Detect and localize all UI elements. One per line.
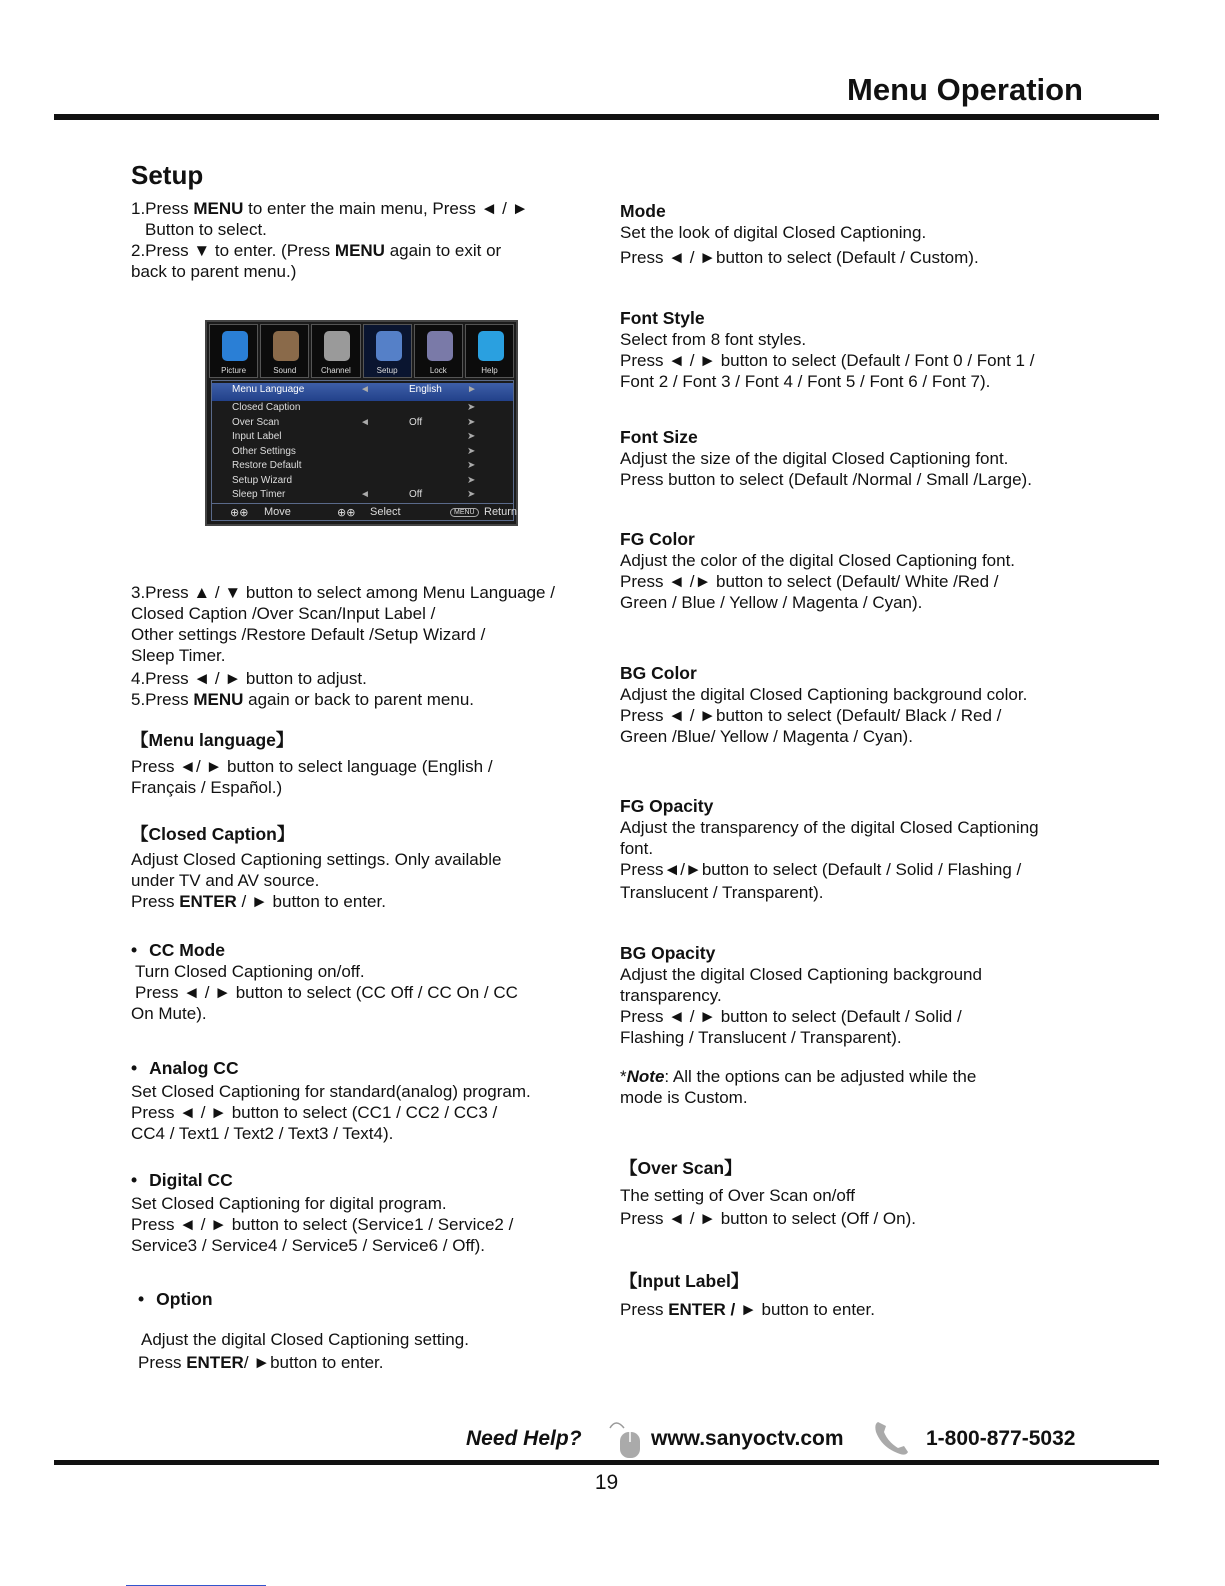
tv-menu-hint-bar — [211, 503, 518, 521]
tv-menu-item-right: ➤ — [467, 431, 476, 442]
over-scan-section: 【Over Scan】 The setting of Over Scan on/off Press ◄ / ► button to select (Off / On). — [620, 1158, 916, 1228]
tv-menu-item-right: ➤ — [467, 489, 476, 500]
bg-opacity-section: BG Opacity Adjust the digital Closed Captioning background transparency. Press ◄ / ► button to select (Default / Solid / Flashing / Translucent / Transparent). — [620, 943, 982, 1047]
section-title: Setup — [131, 160, 204, 190]
leftright-icon: ⊕⊕ — [337, 507, 356, 519]
tv-menu-item — [212, 474, 513, 489]
tv-menu-item — [212, 488, 513, 503]
bg-color-section: BG Color Adjust the digital Closed Captioning background color. Press ◄ / ►button to select (Default/ Black / Red / Green /Blue/ Yellow / Magenta / Cyan). — [620, 663, 1028, 746]
tv-menu-item-value: Off — [409, 416, 423, 428]
tv-menu-item — [212, 459, 513, 474]
bullet-icon: • — [131, 940, 138, 960]
select-hint: Select — [370, 506, 401, 518]
sound-icon — [273, 331, 299, 361]
closed-caption-section: 【Closed Caption】 Adjust Closed Captioning settings. Only available under TV and AV source. Press ENTER / ► button to enter. — [131, 824, 502, 911]
tv-menu-item-right: ➤ — [467, 474, 476, 486]
tv-menu-icon-bar — [209, 324, 514, 378]
option-section: • Option Adjust the digital Closed Captioning setting. Press ENTER/ ►button to enter. — [138, 1289, 469, 1372]
tv-menu-item — [212, 416, 513, 431]
help-icon — [478, 331, 504, 361]
tv-menu-item-right: ➤ — [467, 416, 476, 428]
setup-icon — [376, 331, 402, 361]
tv-menu-item-name: Over Scan — [232, 416, 280, 428]
tv-tab-picture: Picture — [209, 324, 258, 378]
page-header-title: Menu Operation — [847, 72, 1083, 107]
picture-icon — [222, 331, 248, 361]
tv-menu-item — [212, 383, 513, 401]
tv-menu-item-name: Menu Language — [232, 384, 305, 395]
tv-menu-item-right: ► — [467, 384, 477, 395]
tv-tab-channel: Channel — [311, 324, 360, 378]
tv-menu-item — [212, 445, 513, 460]
tv-tab-sound: Sound — [260, 324, 309, 378]
digital-cc-section: • Digital CC Set Closed Captioning for digital program. Press ◄ / ► button to select (Service1 / Service2 / Service3 / Service4 / Service5 / Service6 / Off). — [131, 1170, 514, 1255]
mouse-icon — [606, 1418, 644, 1463]
tv-menu-item-name: Other Settings — [232, 445, 296, 457]
tv-menu-item-left: ◄ — [360, 384, 370, 395]
fg-color-section: FG Color Adjust the color of the digital Closed Captioning font. Press ◄ /► button to select (Default/ White /Red / Green / Blue / Yellow / Magenta / Cyan). — [620, 529, 1016, 612]
tv-menu-item-left: ◄ — [360, 416, 370, 428]
footer-rule — [54, 1460, 1159, 1465]
website-link[interactable]: www.sanyoctv.com — [651, 1427, 844, 1450]
bullet-icon: • — [138, 1289, 145, 1309]
phone-number: 1-800-877-5032 — [926, 1427, 1076, 1450]
tv-menu-item-name: Setup Wizard — [232, 474, 293, 486]
tv-menu-item-value: English — [409, 384, 442, 395]
tv-setup-menu — [205, 320, 518, 526]
updown-icon: ⊕⊕ — [230, 507, 249, 519]
menu-key-icon: MENU — [450, 508, 479, 517]
tv-tab-help: Help — [465, 324, 514, 378]
return-hint: Return — [484, 506, 518, 518]
tv-menu-item-left: ◄ — [360, 489, 370, 500]
tv-menu-item-value: Off — [409, 489, 423, 500]
analog-cc-section: • Analog CC Set Closed Captioning for standard(analog) program. Press ◄ / ► button to select (CC1 / CC2 / CC3 / CC4 / Text1 / Text2 / Text3 / Text4). — [131, 1058, 531, 1143]
need-help-text: Need Help? — [466, 1427, 582, 1450]
tv-menu-item — [212, 430, 513, 445]
header-rule — [54, 114, 1159, 120]
cc-mode-section: • CC Mode Turn Closed Captioning on/off. Press ◄ / ► button to select (CC Off / CC On / CC On Mute). — [131, 940, 518, 1023]
bullet-icon: • — [131, 1058, 138, 1078]
menu-language-section: 【Menu language】 Press ◄/ ► button to select language (English / Français / Español.) — [131, 730, 493, 797]
phone-icon — [872, 1418, 912, 1463]
font-style-section: Font Style Select from 8 font styles. Press ◄ / ► button to select (Default / Font 0 / Font 1 / Font 2 / Font 3 / Font 4 / Font 5 / Font 6 / Font 7). — [620, 308, 1035, 391]
setup-steps-1-2: 1.Press MENU to enter the main menu, Press ◄ / ► Button to select. 2.Press ▼ to enter. (Press MENU again to exit or back to parent menu.) — [131, 199, 529, 281]
tv-menu-item-name: Input Label — [232, 431, 282, 442]
bullet-icon: • — [131, 1170, 138, 1190]
page-number: 19 — [594, 1471, 619, 1494]
tv-menu-item — [212, 401, 513, 416]
channel-icon — [324, 331, 350, 361]
lock-icon — [427, 331, 453, 361]
setup-steps-3-5: 3.Press ▲ / ▼ button to select among Menu Language / Closed Caption /Over Scan/Input Label / Other settings /Restore Default /Setup Wizard / Sleep Timer. 4.Press ◄ / ► button to adjust. 5.Press MENU again or back to parent menu. — [131, 583, 555, 709]
tv-menu-item-right: ➤ — [467, 460, 476, 471]
tv-menu-item-name: Closed Caption — [232, 402, 301, 413]
tv-menu-item-name: Sleep Timer — [232, 489, 286, 500]
tv-menu-item-right: ➤ — [467, 402, 476, 413]
font-size-section: Font Size Adjust the size of the digital Closed Captioning font. Press button to select (Default /Normal / Small /Large). — [620, 427, 1032, 489]
mode-section: Mode Set the look of digital Closed Captioning. Press ◄ / ►button to select (Default / Custom). — [620, 201, 979, 267]
tv-tab-setup: Setup — [363, 324, 412, 378]
tv-menu-list — [211, 380, 514, 504]
tv-menu-item-right: ➤ — [467, 445, 476, 457]
tv-tab-lock: Lock — [414, 324, 463, 378]
input-label-section: 【Input Label】 Press ENTER / ► button to enter. — [620, 1271, 875, 1319]
fg-opacity-section: FG Opacity Adjust the transparency of the digital Closed Captioning font. Press◄/►button to select (Default / Solid / Flashing / Translucent / Transparent). — [620, 796, 1039, 902]
move-hint: Move — [264, 506, 291, 518]
tv-menu-item-name: Restore Default — [232, 460, 302, 471]
note-section: *Note: All the options can be adjusted while the mode is Custom. — [620, 1067, 977, 1107]
